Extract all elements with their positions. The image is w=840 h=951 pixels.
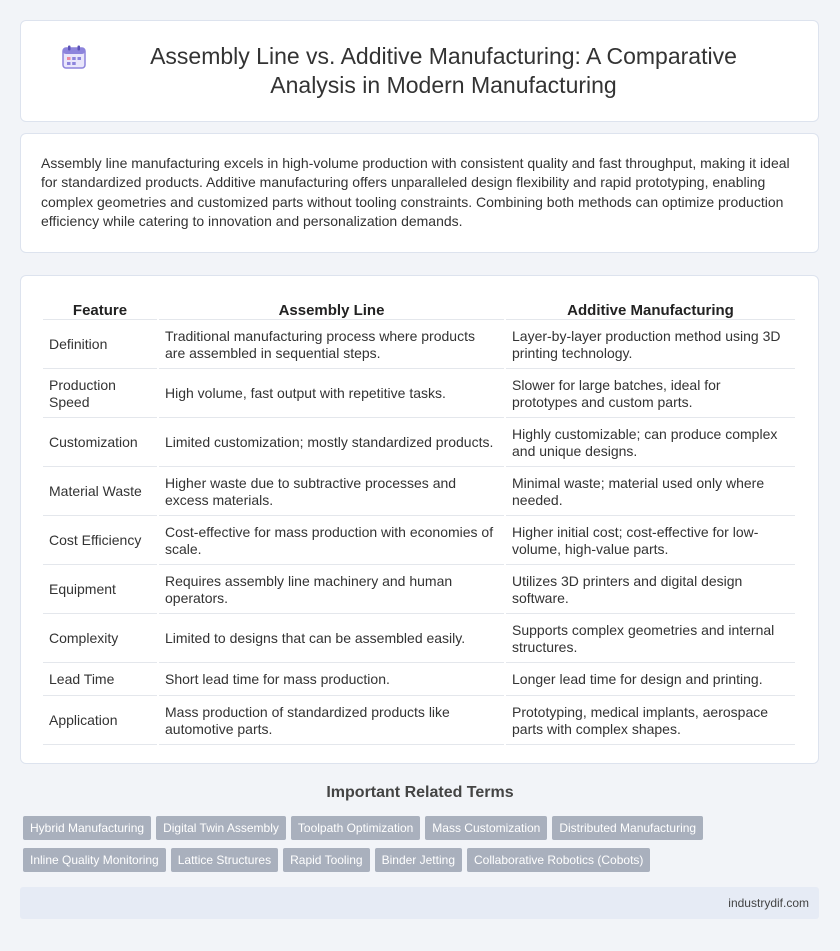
additive-cell: Minimal waste; material used only where needed.	[506, 469, 795, 516]
assembly-cell: Limited to designs that can be assembled easily.	[159, 616, 504, 663]
term-tag[interactable]: Mass Customization	[425, 816, 547, 840]
feature-cell: Material Waste	[43, 469, 157, 516]
header-feature: Feature	[43, 296, 157, 320]
additive-cell: Supports complex geometries and internal structures.	[506, 616, 795, 663]
comparison-table	[41, 294, 797, 747]
table-row	[43, 420, 795, 467]
term-tag[interactable]: Inline Quality Monitoring	[23, 848, 166, 872]
related-terms-list	[23, 816, 823, 880]
additive-cell: Highly customizable; can produce complex and unique designs.	[506, 420, 795, 467]
additive-cell: Layer-by-layer production method using 3D printing technology.	[506, 322, 795, 369]
feature-cell: Production Speed	[43, 371, 157, 418]
title-card	[20, 20, 819, 122]
table-row	[43, 665, 795, 696]
table-header-row	[43, 296, 795, 320]
page-title: Assembly Line vs. Additive Manufacturing: A Comparative Analysis in Modern Manufacturing	[150, 43, 737, 98]
footer-site-link[interactable]: industrydif.com	[728, 896, 809, 910]
assembly-cell: Short lead time for mass production.	[159, 665, 504, 696]
additive-cell: Slower for large batches, ideal for prototypes and custom parts.	[506, 371, 795, 418]
table-row	[43, 616, 795, 663]
assembly-cell: High volume, fast output with repetitive tasks.	[159, 371, 504, 418]
table-row	[43, 518, 795, 565]
additive-cell: Higher initial cost; cost-effective for low-volume, high-value parts.	[506, 518, 795, 565]
header-additive-manufacturing: Additive Manufacturing	[506, 296, 795, 320]
assembly-cell: Traditional manufacturing process where products are assembled in sequential steps.	[159, 322, 504, 369]
related-terms-heading: Important Related Terms	[326, 784, 514, 801]
term-tag[interactable]: Rapid Tooling	[283, 848, 370, 872]
feature-cell: Lead Time	[43, 665, 157, 696]
table-row	[43, 469, 795, 516]
feature-cell: Customization	[43, 420, 157, 467]
additive-cell: Longer lead time for design and printing.	[506, 665, 795, 696]
feature-cell: Application	[43, 698, 157, 745]
feature-cell: Equipment	[43, 567, 157, 614]
assembly-cell: Requires assembly line machinery and human operators.	[159, 567, 504, 614]
term-tag[interactable]: Hybrid Manufacturing	[23, 816, 151, 840]
intro-card	[20, 133, 819, 253]
term-tag[interactable]: Digital Twin Assembly	[156, 816, 286, 840]
term-tag[interactable]: Binder Jetting	[375, 848, 462, 872]
table-row	[43, 371, 795, 418]
assembly-cell: Mass production of standardized products like automotive parts.	[159, 698, 504, 745]
header-assembly-line: Assembly Line	[159, 296, 504, 320]
table-row	[43, 322, 795, 369]
footer	[20, 887, 819, 919]
assembly-cell: Cost-effective for mass production with economies of scale.	[159, 518, 504, 565]
additive-cell: Utilizes 3D printers and digital design software.	[506, 567, 795, 614]
term-tag[interactable]: Collaborative Robotics (Cobots)	[467, 848, 650, 872]
feature-cell: Cost Efficiency	[43, 518, 157, 565]
term-tag[interactable]: Lattice Structures	[171, 848, 278, 872]
feature-cell: Complexity	[43, 616, 157, 663]
intro-paragraph: Assembly line manufacturing excels in high-volume production with consistent quality and fast throughput, making it ideal for standardized products. Additive manufacturing offers unparalleled design flexibility and rapid prototyping, enabling complex geometries and customized parts without tooling constraints. Combining both methods can optimize production efficiency while catering to innovation and personalization demands.	[41, 155, 790, 229]
term-tag[interactable]: Distributed Manufacturing	[552, 816, 703, 840]
feature-cell: Definition	[43, 322, 157, 369]
table-row	[43, 698, 795, 745]
additive-cell: Prototyping, medical implants, aerospace parts with complex shapes.	[506, 698, 795, 745]
assembly-cell: Higher waste due to subtractive processes and excess materials.	[159, 469, 504, 516]
assembly-cell: Limited customization; mostly standardized products.	[159, 420, 504, 467]
table-row	[43, 567, 795, 614]
term-tag[interactable]: Toolpath Optimization	[291, 816, 420, 840]
calendar-icon	[61, 44, 87, 70]
comparison-table-card	[20, 275, 819, 764]
